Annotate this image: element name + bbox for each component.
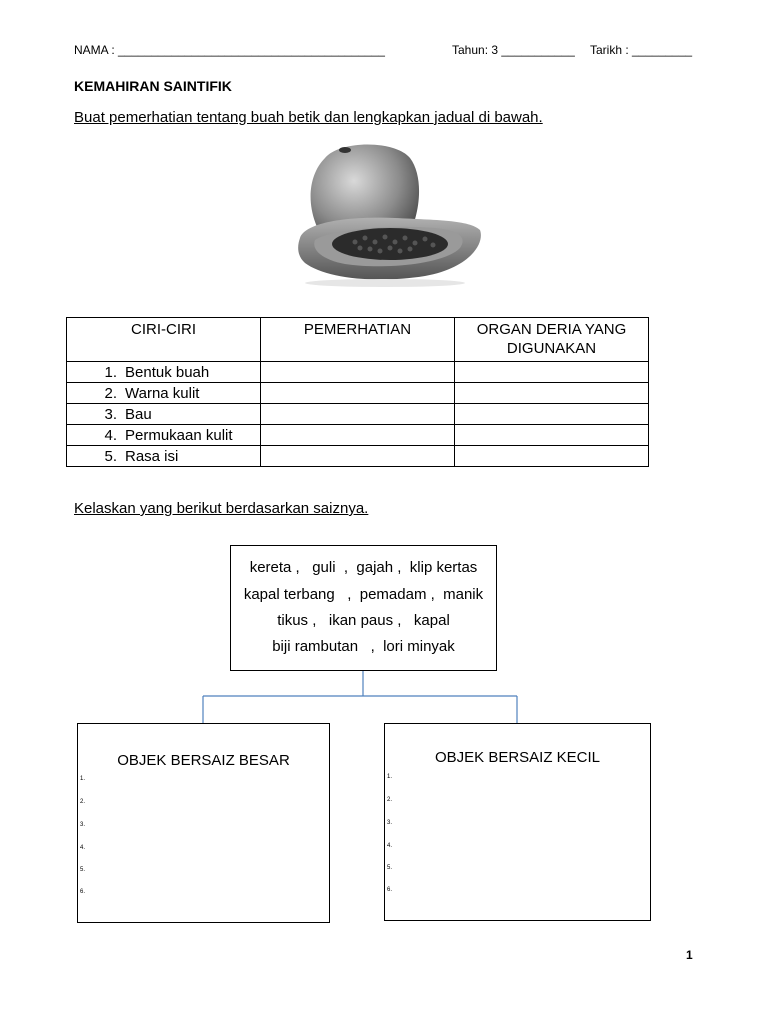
answer-number: 1. <box>80 776 86 782</box>
row-number: 1. <box>104 363 117 381</box>
column-header-organ: ORGAN DERIA YANG DIGUNAKAN <box>455 318 649 362</box>
row-label: Bentuk buah <box>125 363 210 381</box>
row-label: Bau <box>125 405 152 423</box>
answer-number: 2. <box>80 799 86 805</box>
word-list-line: kereta , guli , gajah , klip kertas <box>249 559 478 576</box>
name-field-label: NAMA : ________________________________________ <box>74 43 385 57</box>
page-title: KEMAHIRAN SAINTIFIK <box>74 78 232 94</box>
instruction-classify: Kelaskan yang berikut berdasarkan saiznya. <box>74 500 369 517</box>
column-header-ciri: CIRI-CIRI <box>67 318 261 362</box>
answer-number: 5. <box>387 865 393 871</box>
word-list-line: kapal terbang , pemadam , manik <box>243 586 484 603</box>
answer-number: 3. <box>80 822 86 828</box>
row-label: Permukaan kulit <box>125 426 233 444</box>
big-objects-box[interactable] <box>77 723 330 923</box>
answer-number: 4. <box>80 845 86 851</box>
year-field-label: Tahun: 3 ___________ <box>452 43 575 57</box>
answer-number: 1. <box>387 774 393 780</box>
answer-number: 6. <box>80 889 86 895</box>
answer-number: 3. <box>387 820 393 826</box>
instruction-observe: Buat pemerhatian tentang buah betik dan lengkapkan jadual di bawah. <box>74 109 543 126</box>
row-number: 3. <box>104 405 117 423</box>
row-number: 2. <box>104 384 117 402</box>
answer-number: 6. <box>387 887 393 893</box>
word-list-line: biji rambutan , lori minyak <box>272 638 455 655</box>
column-header-pemerhatian: PEMERHATIAN <box>261 318 455 362</box>
small-objects-title: OBJEK BERSAIZ KECIL <box>434 749 601 766</box>
date-field-label: Tarikh : _________ <box>590 43 693 57</box>
answer-number: 5. <box>80 867 86 873</box>
row-number: 5. <box>104 447 117 465</box>
row-label: Warna kulit <box>125 384 200 402</box>
word-list-line: tikus , ikan paus , kapal <box>277 612 450 629</box>
answer-number: 4. <box>387 843 393 849</box>
page-number: 1 <box>686 948 693 962</box>
row-number: 4. <box>104 426 117 444</box>
answer-number: 2. <box>387 797 393 803</box>
row-label: Rasa isi <box>125 447 179 465</box>
big-objects-title: OBJEK BERSAIZ BESAR <box>117 752 290 769</box>
small-objects-box[interactable] <box>384 723 651 921</box>
